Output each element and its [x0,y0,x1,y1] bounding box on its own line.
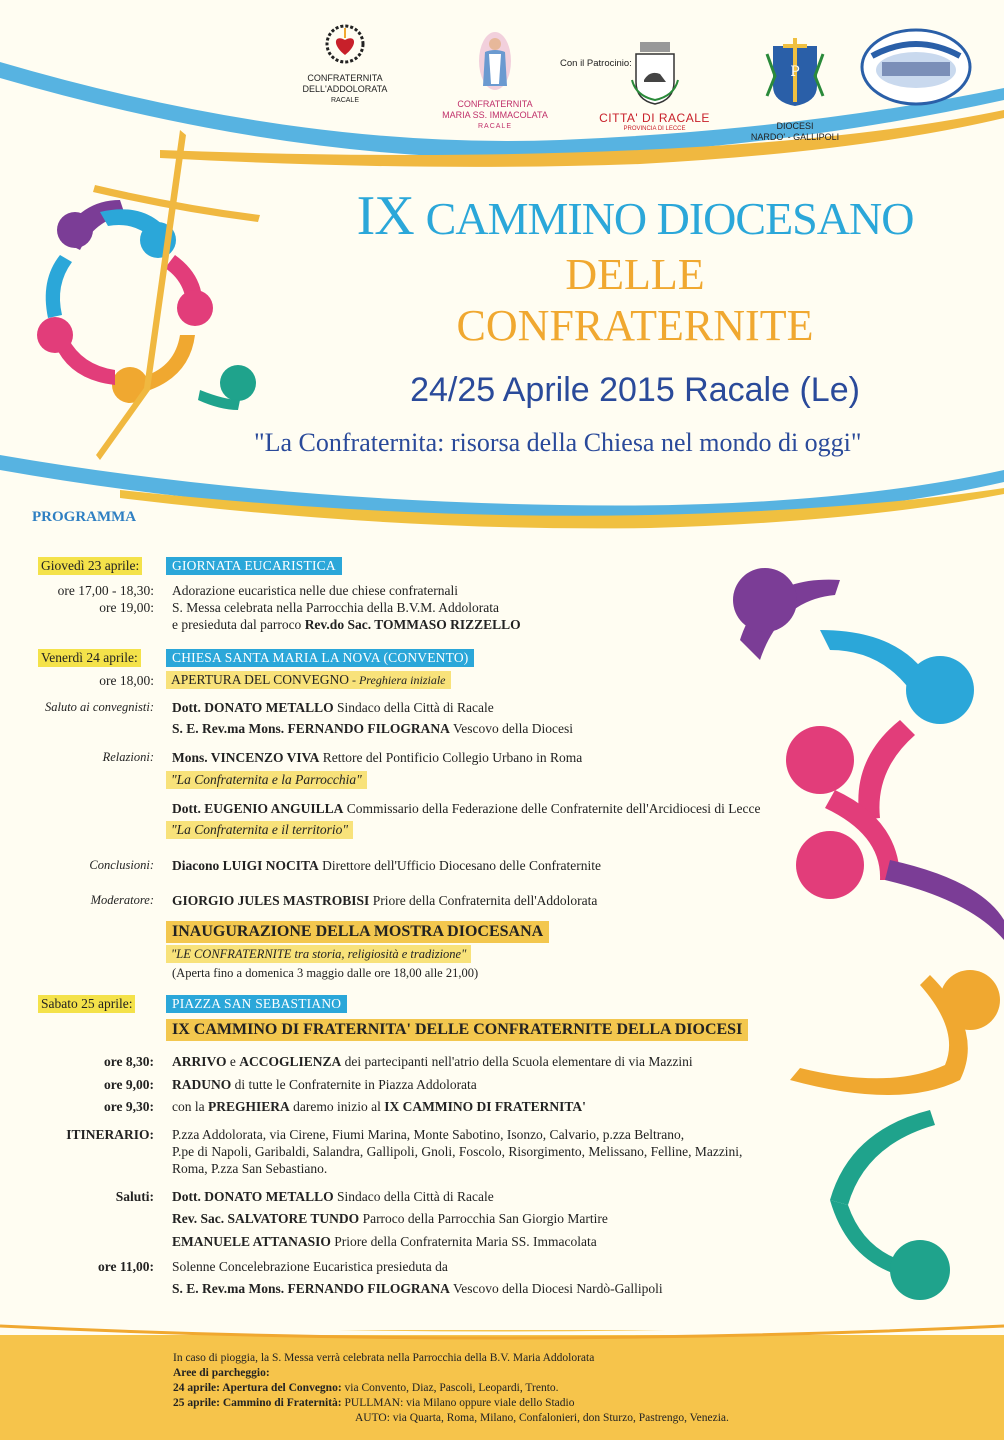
day3-event: PIAZZA SAN SEBASTIANO [166,995,347,1013]
arrivo-text: dei partecipanti nell'atrio della Scuola elementare di via Mazzini [341,1054,693,1069]
title-line3: CONFRATERNITE [456,301,814,350]
saluti-1-role: Sindaco della Città di Racale [333,1189,494,1204]
coat-of-arms-icon [630,40,680,106]
title-cammino: CAMMINO DIOCESANO [425,193,914,244]
title-line2: DELLE [565,250,705,299]
logo3-line1: CITTA' DI RACALE [599,111,710,125]
saluti-label: Saluti: [115,1189,154,1204]
footer-line4 [173,1397,574,1410]
day2-label: Venerdì 24 aprile: [38,649,141,667]
programma-heading: PROGRAMMA [32,509,137,525]
raduno-label: RADUNO [172,1077,232,1092]
day3-time1: ore 8,30: [104,1054,154,1069]
title-line1 [300,185,970,247]
accoglienza-label: ACCOGLIENZA [239,1054,342,1069]
saluti-2-role: Parroco della Parrocchia San Giorgio Martire [359,1211,608,1226]
logo1-line2: DELL'ADDOLORATA [302,84,388,94]
preghiera-a: con la [172,1099,208,1114]
date-rest: /25 Aprile 2015 Racale (Le) [447,371,860,409]
relazione-2-name: Dott. EUGENIO ANGUILLA [172,801,344,816]
svg-text:P: P [790,64,800,80]
day1-label: Giovedì 23 aprile: [38,557,142,575]
footer-line2: Aree di parcheggio: [173,1367,270,1379]
title-date [300,370,970,410]
saluti-3-name: EMANUELE ATTANASIO [172,1234,331,1249]
saluto-1-name: Dott. DONATO METALLO [172,700,334,715]
itinerario-line1: P.zza Addolorata, via Cirene, Fiumi Marina, Monte Sabotino, Isonzo, Calvario, p.zza Beltrano, [172,1127,685,1142]
day3-label: Sabato 25 aprile: [38,995,135,1013]
saluto-label: Saluto ai convegnisti: [44,700,154,714]
conclusioni [172,857,601,874]
day1-presieduta: e presieduta dal parroco [172,617,305,632]
day1-event: GIORNATA EUCARISTICA [166,557,342,575]
logo2-line3: RACALE [477,123,512,130]
subtitle-theme: "La Confraternita: risorsa della Chiesa nel mondo di oggi" [254,428,862,457]
relazione-1-role: Rettore del Pontificio Collegio Urbano in Roma [319,750,583,765]
cammino-fraternita: IX CAMMINO DI FRATERNITA' DELLE CONFRATERNITE DELLA DIOCESI [166,1019,748,1041]
arrivo-label: ARRIVO [172,1054,227,1069]
day1-time1: ore 17,00 - 18,30: [57,583,154,598]
moderatore [172,892,597,909]
preghiera-d: IX CAMMINO DI FRATERNITA' [384,1099,586,1114]
footer-parcheggio-24: 24 aprile: Apertura del Convegno: [173,1382,342,1394]
day1-time2-text2 [172,616,521,633]
relazione-1-name: Mons. VINCENZO VIVA [172,750,320,765]
saluti-1-name: Dott. DONATO METALLO [172,1189,334,1204]
mostra-title: "LE CONFRATERNITE tra storia, religiosità e tradizione" [166,945,471,963]
saluto-1 [172,699,494,716]
footer-line1: In caso di pioggia, la S. Messa verrà celebrata nella Parrocchia della B.V. Maria Addolorata [173,1352,595,1364]
day3-time3: ore 9,30: [104,1099,154,1114]
day1-parroco: Rev.do Sac. TOMMASO RIZZELLO [304,617,521,632]
saluti-3 [172,1233,597,1250]
day2-apertura [166,671,451,689]
madonna-icon [477,30,513,92]
saluto-2-role: Vescovo della Diocesi [449,721,573,736]
logo3-line2: PROVINCIA DI LECCE [623,126,686,132]
itinerario-label: ITINERARIO: [66,1127,154,1142]
logo-citta-di-racale [592,40,717,135]
day2-event: CHIESA SANTA MARIA LA NOVA (CONVENTO) [166,649,474,667]
moderatore-role: Priore della Confraternita dell'Addolorata [369,893,598,908]
footer-parcheggio-24-text: via Convento, Diaz, Pascoli, Leopardi, Trento. [341,1382,559,1394]
footer-line3 [173,1382,559,1395]
footer-line5: AUTO: via Quarta, Roma, Milano, Confalonieri, don Sturzo, Pastrengo, Venezia. [355,1412,729,1424]
saluti-2 [172,1210,608,1227]
relazione-1-title: "La Confraternita e la Parrocchia" [166,771,367,789]
day1-time2-text: S. Messa celebrata nella Parrocchia della B.V.M. Addolorata [172,600,500,615]
relazione-1 [172,749,582,766]
saluti-2-name: Rev. Sac. SALVATORE TUNDO [172,1211,360,1226]
day3-time4-text: Solenne Concelebrazione Eucaristica presieduta da [172,1259,448,1274]
preghiera-c: daremo inizio al [289,1099,385,1114]
day1-time2: ore 19,00: [99,600,154,615]
title-ix: IX [356,185,414,247]
date-day1: 24 [410,371,448,409]
conclusioni-label: Conclusioni: [89,858,154,872]
day2-time1: ore 18,00: [99,673,154,688]
relazione-2-title: "La Confraternita e il territorio" [166,821,353,839]
relazioni-label: Relazioni: [102,750,154,764]
saluto-2-name: S. E. Rev.ma Mons. FERNANDO FILOGRANA [172,721,450,736]
day3-time2-text [172,1076,477,1093]
saluti-1 [172,1188,494,1205]
day3-time2: ore 9,00: [104,1077,154,1092]
day3-time4: ore 11,00: [98,1259,154,1274]
relazione-2 [172,800,760,817]
raduno-text: di tutte le Confraternite in Piazza Addolorata [231,1077,477,1092]
day3-time3-text [172,1098,586,1115]
moderatore-name: GIORGIO JULES MASTROBISI [172,893,370,908]
bishop-coat-of-arms-icon [765,36,825,108]
logo1-line1: CONFRATERNITA [307,73,383,83]
sacred-heart-icon [323,22,367,66]
conclusioni-name: Diacono LUIGI NOCITA [172,858,319,873]
patrocinio-label: Con il Patrocinio: [560,58,632,69]
saluti-3-role: Priore della Confraternita Maria SS. Immacolata [330,1234,597,1249]
inaugurazione-mostra: INAUGURAZIONE DELLA MOSTRA DIOCESANA [166,921,549,943]
relazione-2-role: Commissario della Federazione delle Confraternite dell'Arcidiocesi di Lecce [343,801,761,816]
logo1-line3: RACALE [330,97,359,104]
saluto-2 [172,720,573,737]
apertura-label: APERTURA DEL CONVEGNO [171,672,349,687]
logo2-line1: CONFRATERNITA [457,99,533,109]
right-crescents-decoration [733,568,1004,1300]
celebrante-name: S. E. Rev.ma Mons. FERNANDO FILOGRANA [172,1281,450,1296]
logo2-line2: MARIA SS. IMMACOLATA [442,110,548,120]
arrivo-e: e [226,1054,240,1069]
mostra-note: (Aperta fino a domenica 3 maggio dalle ore 18,00 alle 21,00) [172,966,479,980]
logo4-line2: NARDO' - GALLIPOLI [750,132,840,142]
day3-time1-text [172,1053,693,1070]
day3-time4-text2 [172,1280,663,1297]
day1-time1-text: Adorazione eucaristica nelle due chiese confraternali [172,583,458,598]
preghiera-label: - Preghiera iniziale [348,673,446,687]
moderatore-label: Moderatore: [90,893,154,907]
logo-confraternita-immacolata [430,30,560,132]
logo-diocesi [740,36,850,143]
celebrante-role: Vescovo della Diocesi Nardò-Gallipoli [449,1281,663,1296]
footer-parcheggio-25-text: PULLMAN: via Milano oppure viale dello Stadio [341,1397,575,1409]
logo-confraternita-addolorata [295,22,395,106]
itinerario-line3: Roma, P.zza San Sebastiano. [172,1161,328,1176]
preghiera-b: PREGHIERA [208,1099,290,1114]
footer-parcheggio-25: 25 aprile: Cammino di Fraternità: [173,1397,342,1409]
saluto-1-role: Sindaco della Città di Racale [333,700,494,715]
confederazione-seal-icon [860,28,972,106]
conclusioni-role: Direttore dell'Ufficio Diocesano delle Confraternite [318,858,601,873]
itinerario-line2: P.pe di Napoli, Garibaldi, Salandra, Gallipoli, Gnoli, Foscolo, Risorgimento, Melissano, Felline, Mazzini, [172,1144,743,1159]
logo-confederazione [860,28,972,106]
logo4-line1: DIOCESI [776,121,814,131]
